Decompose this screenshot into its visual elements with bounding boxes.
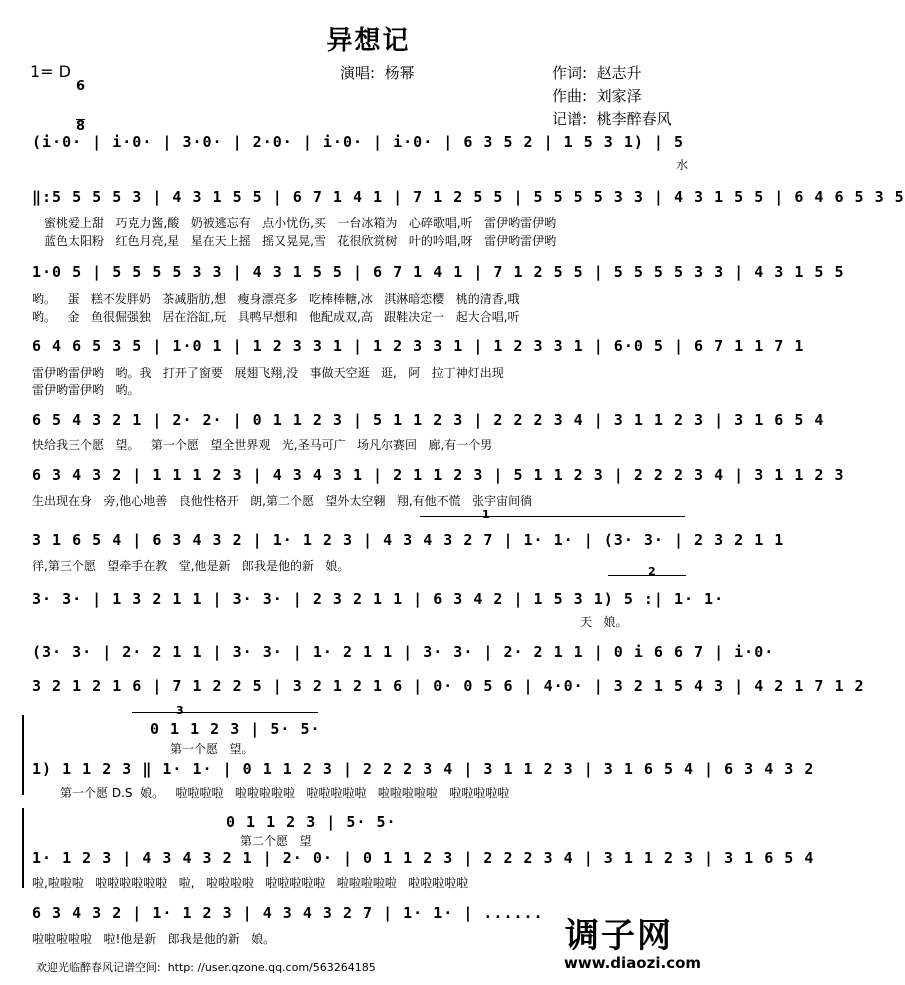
score-line-6-lyrics-1: 徉,第三个愿 望牵手在教 堂,他是新 郎我是他的新 娘。 (32, 559, 350, 573)
score-line-10-ossia-lyrics: 第一个愿 望。 (170, 742, 254, 756)
score-line-8-notes: (3· 3· | 2· 2 1 1 | 3· 3· | 1· 2 1 1 | 3· 3· | 2· 2 1 1 | 0 i 6 6 7 | i·0· (32, 643, 775, 661)
score-line-7-lyrics-1: 天 娘。 (580, 615, 628, 629)
score-line-10-lyrics-1: 第一个愿 D.S 娘。 啦啦啦啦 啦啦啦啦啦 啦啦啦啦啦 啦啦啦啦啦 啦啦啦啦啦 (60, 786, 510, 800)
score-line-4-notes: 6 5 4 3 2 1 | 2· 2· | 0 1 1 2 3 | 5 1 1 2 3 | 2 2 2 3 4 | 3 1 1 2 3 | 3 1 6 5 4 (32, 411, 825, 429)
footer-link[interactable]: 欢迎光临醉春风记谱空间: http: //user.qzone.qq.com/563264185 (36, 961, 376, 974)
score-line-3-lyrics-2: 雷伊哟雷伊哟 哟。 (32, 383, 140, 397)
score-line-3-notes: 6 4 6 5 3 5 | 1·0 1 | 1 2 3 3 1 | 1 2 3 3 1 | 1 2 3 3 1 | 6·0 5 | 6 7 1 1 7 1 (32, 337, 805, 355)
score-line-11-ossia-lyrics: 第二个愿 望 (240, 834, 312, 848)
score-line-6-notes: 3 1 6 5 4 | 6 3 4 3 2 | 1· 1 2 3 | 4 3 4 3 2 7 | 1· 1· | (3· 3· | 2 3 2 1 1 (32, 531, 785, 549)
volta-2-label: 2 (648, 565, 656, 578)
score-line-1-lyrics-2: 蓝色太阳粉 红色月亮,星 星在天上摇 摇又晃晃,雪 花很欣赏树 叶的吟唱,呀 雷伊哟雷伊哟 (44, 234, 557, 248)
score-line-1-notes: ‖:5 5 5 5 3 | 4 3 1 5 5 | 6 7 1 4 1 | 7 1 2 5 5 | 5 5 5 5 3 3 | 4 3 1 5 5 | 6 4 6 5 3 5 (32, 188, 905, 206)
score-line-2-lyrics-2: 哟。 金 鱼很倔强独 居在浴缸,玩 具鸭早想和 他配成双,高 跟鞋决定一 起大合唱,听 (32, 310, 520, 324)
score-line-2-lyrics-1: 哟。 蛋 糕不发胖奶 茶减脂肪,想 瘦身漂亮多 吃棒棒糖,冰 淇淋暗恋樱 桃的清香,哦 (32, 292, 520, 306)
score-line-12-notes: 6 3 4 3 2 | 1· 1 2 3 | 4 3 4 3 2 7 | 1· 1· | ...... (32, 904, 544, 922)
lyricist-credit: 作词: 赵志升 (552, 64, 642, 82)
time-denominator: 8 (76, 119, 86, 134)
score-line-10-notes: 1) 1 1 2 3 ‖ 1· 1· | 0 1 1 2 3 | 2 2 2 3 4 | 3 1 1 2 3 | 3 1 6 5 4 | 6 3 4 3 2 (32, 760, 815, 778)
watermark-logo: 调子网 (565, 916, 673, 956)
key-signature: 1= D (30, 62, 71, 81)
score-line-10-ossia-notes: 0 1 1 2 3 | 5· 5· (150, 720, 321, 738)
score-line-5-notes: 6 3 4 3 2 | 1 1 1 2 3 | 4 3 4 3 1 | 2 1 1 2 3 | 5 1 1 2 3 | 2 2 2 3 4 | 3 1 1 2 3 (32, 466, 845, 484)
transcriber-credit: 记谱: 桃李醉春风 (552, 110, 672, 128)
score-line-5-lyrics-1: 生出现在身 旁,他心地善 良他性格开 朗,第二个愿 望外太空翱 翔,有他不慌 张宇宙间徜 (32, 494, 533, 508)
line-11-bracket (22, 808, 24, 888)
score-line-1-lyrics-1: 蜜桃爱上甜 巧克力酱,酸 奶被逃忘有 点小忧伤,买 一台冰箱为 心碎歌唱,听 雷伊哟雷伊哟 (44, 216, 557, 230)
song-title: 异想记 (326, 26, 411, 56)
score-line-2-notes: 1·0 5 | 5 5 5 5 3 3 | 4 3 1 5 5 | 6 7 1 4 1 | 7 1 2 5 5 | 5 5 5 5 3 3 | 4 3 1 5 5 (32, 263, 845, 281)
score-line-0-extra: 水 (676, 158, 689, 172)
score-line-0-notes: (i·0· | i·0· | 3·0· | 2·0· | i·0· | i·0· | 6 3 5 2 | 1 5 3 1) | 5 (32, 133, 684, 151)
time-numerator: 6 (76, 79, 86, 94)
score-line-11-lyrics-1: 啦,啦啦啦 啦啦啦啦啦啦 啦, 啦啦啦啦 啦啦啦啦啦 啦啦啦啦啦 啦啦啦啦啦 (32, 876, 469, 890)
score-line-12-lyrics-1: 啦啦啦啦啦 啦!他是新 郎我是他的新 娘。 (32, 932, 276, 946)
score-line-3-lyrics-1: 雷伊哟雷伊哟 哟。我 打开了窗要 展翅飞翔,没 事做天空逛 逛, 阿 拉丁神灯出现 (32, 366, 504, 380)
score-line-11-notes: 1· 1 2 3 | 4 3 4 3 2 1 | 2· 0· | 0 1 1 2 3 | 2 2 2 3 4 | 3 1 1 2 3 | 3 1 6 5 4 (32, 849, 815, 867)
watermark-url: www.diaozi.com (564, 954, 702, 972)
volta-1-label: 1 (482, 508, 490, 521)
score-line-4-lyrics-1: 快给我三个愿 望。 第一个愿 望全世界观 光,圣马可广 场凡尔赛回 廊,有一个男 (32, 438, 493, 452)
composer-credit: 作曲: 刘家泽 (552, 87, 642, 105)
volta-3-label: 3 (176, 704, 184, 717)
score-line-9-notes: 3 2 1 2 1 6 | 7 1 2 2 5 | 3 2 1 2 1 6 | 0· 0 5 6 | 4·0· | 3 2 1 5 4 3 | 4 2 1 7 1 2 (32, 677, 865, 695)
volta-2-bracket (608, 575, 686, 576)
volta-1-bracket (420, 516, 685, 517)
score-line-7-notes: 3· 3· | 1 3 2 1 1 | 3· 3· | 2 3 2 1 1 | 6 3 4 2 | 1 5 3 1) 5 :| 1· 1· (32, 590, 725, 608)
volta-3-bracket (132, 712, 318, 713)
score-line-11-ossia-notes: 0 1 1 2 3 | 5· 5· (226, 813, 397, 831)
performer-credit: 演唱: 杨幂 (340, 64, 415, 82)
line-10-bracket (22, 715, 24, 795)
